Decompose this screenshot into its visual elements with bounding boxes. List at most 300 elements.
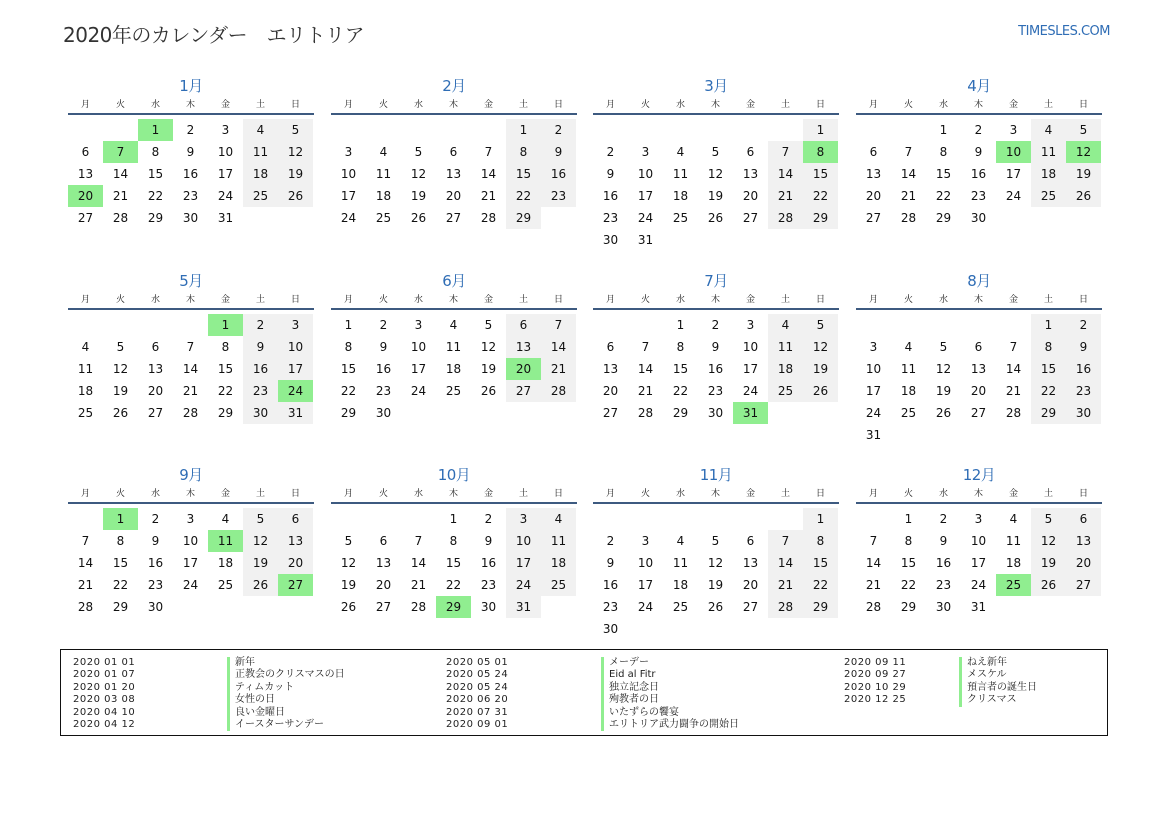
weekday-header — [593, 97, 839, 115]
month-block — [68, 270, 314, 424]
holiday-day-cell: 31 — [733, 402, 768, 424]
empty-day-cell — [593, 314, 628, 336]
weekday-label: 木 — [710, 100, 720, 110]
weekday-label: 水 — [675, 489, 685, 499]
day-cell: 18 — [541, 552, 576, 574]
empty-day-cell — [856, 314, 891, 336]
day-cell: 2 — [1066, 314, 1101, 336]
weekday-label: 金 — [483, 100, 493, 110]
weekday-header — [68, 486, 314, 504]
day-cell: 8 — [221, 340, 230, 354]
day-cell: 12 — [935, 362, 952, 376]
day-cell: 17 — [1005, 167, 1022, 181]
day-cell: 10 — [217, 145, 234, 159]
weekday-label: 月 — [343, 100, 353, 110]
day-cell: 11 — [541, 530, 576, 552]
month-block — [593, 75, 839, 251]
day-cell: 21 — [541, 358, 576, 380]
holiday-day-cell: 7 — [103, 141, 138, 163]
day-cell: 13 — [147, 362, 164, 376]
day-cell: 26 — [935, 406, 952, 420]
empty-day-cell — [891, 314, 926, 336]
day-cell: 3 — [344, 145, 353, 159]
weekday-label: 金 — [1008, 100, 1018, 110]
day-cell: 26 — [340, 600, 357, 614]
day-cell: 20 — [865, 189, 882, 203]
day-cell: 28 — [768, 207, 803, 229]
day-cell: 15 — [935, 167, 952, 181]
day-cell: 8 — [116, 534, 125, 548]
day-cell: 17 — [637, 189, 654, 203]
empty-day-cell — [856, 119, 891, 141]
day-cell: 20 — [375, 578, 392, 592]
holiday-name: エリトリア武力闘争の開始日 — [601, 719, 739, 731]
day-cell: 16 — [541, 163, 576, 185]
month-name: 12月 — [962, 466, 996, 484]
weekday-label: 金 — [1008, 295, 1018, 305]
day-cell: 15 — [900, 556, 917, 570]
empty-day-cell — [628, 314, 663, 336]
weekday-label: 月 — [80, 295, 90, 305]
day-cell: 3 — [641, 145, 650, 159]
day-cell: 20 — [278, 552, 313, 574]
empty-day-cell — [926, 314, 961, 336]
day-cell: 2 — [606, 534, 615, 548]
day-cell: 2 — [186, 123, 195, 137]
weekday-label: 土 — [780, 295, 790, 305]
day-cell: 15 — [112, 556, 129, 570]
day-cell: 5 — [484, 318, 493, 332]
empty-day-cell — [628, 119, 663, 141]
day-cell: 18 — [672, 578, 689, 592]
weekday-label: 土 — [255, 295, 265, 305]
day-cell: 3 — [1009, 123, 1018, 137]
day-cell: 5 — [939, 340, 948, 354]
day-cell: 7 — [768, 530, 803, 552]
day-cell: 24 — [340, 211, 357, 225]
day-cell: 29 — [672, 406, 689, 420]
day-cell: 20 — [742, 578, 759, 592]
day-cell: 25 — [900, 406, 917, 420]
day-cell: 21 — [900, 189, 917, 203]
holiday-date: 2020 01 20 — [73, 681, 136, 693]
day-cell: 22 — [900, 578, 917, 592]
weekday-label: 日 — [553, 489, 563, 499]
day-cell: 6 — [1066, 508, 1101, 530]
day-cell: 30 — [147, 600, 164, 614]
day-cell: 13 — [602, 362, 619, 376]
day-cell: 2 — [541, 119, 576, 141]
day-cell: 27 — [77, 211, 94, 225]
day-cell: 15 — [445, 556, 462, 570]
day-grid — [856, 508, 1102, 618]
month-block — [856, 464, 1102, 618]
day-cell: 14 — [768, 163, 803, 185]
weekday-label: 木 — [185, 489, 195, 499]
holiday-date: 2020 07 31 — [446, 706, 509, 718]
day-cell: 14 — [900, 167, 917, 181]
day-cell: 4 — [676, 145, 685, 159]
day-cell: 7 — [768, 141, 803, 163]
day-cell: 3 — [221, 123, 230, 137]
weekday-label: 土 — [780, 100, 790, 110]
weekday-label: 水 — [938, 100, 948, 110]
weekday-label: 土 — [518, 489, 528, 499]
weekday-label: 月 — [868, 100, 878, 110]
day-cell: 27 — [506, 380, 541, 402]
day-cell: 15 — [217, 362, 234, 376]
day-cell: 11 — [1005, 534, 1022, 548]
day-cell: 14 — [77, 556, 94, 570]
day-cell: 23 — [147, 578, 164, 592]
day-cell: 28 — [182, 406, 199, 420]
weekday-label: 月 — [80, 489, 90, 499]
holiday-day-cell: 12 — [1066, 141, 1101, 163]
day-cell: 3 — [641, 534, 650, 548]
day-cell: 22 — [340, 384, 357, 398]
day-cell: 23 — [970, 189, 987, 203]
weekday-header — [856, 97, 1102, 115]
day-cell: 25 — [672, 211, 689, 225]
holiday-name: 独立記念日 — [601, 682, 659, 694]
weekday-label: 月 — [80, 100, 90, 110]
day-cell: 16 — [147, 556, 164, 570]
weekday-label: 月 — [605, 295, 615, 305]
day-cell: 4 — [676, 534, 685, 548]
day-cell: 3 — [746, 318, 755, 332]
empty-day-cell — [103, 119, 138, 141]
weekday-label: 土 — [255, 100, 265, 110]
day-cell: 15 — [1031, 358, 1066, 380]
weekday-label: 水 — [675, 295, 685, 305]
day-cell: 29 — [803, 207, 838, 229]
day-cell: 24 — [970, 578, 987, 592]
holiday-name: Eid al Fitr — [601, 669, 656, 681]
weekday-label: 木 — [185, 100, 195, 110]
holiday-day-cell: 11 — [208, 530, 243, 552]
day-cell: 21 — [637, 384, 654, 398]
day-cell: 11 — [900, 362, 917, 376]
day-cell: 23 — [935, 578, 952, 592]
weekday-label: 月 — [605, 100, 615, 110]
day-cell: 7 — [484, 145, 493, 159]
day-cell: 13 — [742, 167, 759, 181]
day-cell: 22 — [147, 189, 164, 203]
day-cell: 12 — [707, 556, 724, 570]
weekday-label: 日 — [815, 100, 825, 110]
weekday-label: 月 — [343, 489, 353, 499]
weekday-label: 木 — [448, 100, 458, 110]
empty-day-cell — [68, 119, 103, 141]
weekday-label: 火 — [378, 100, 388, 110]
holiday-date: 2020 09 01 — [446, 719, 509, 730]
empty-day-cell — [366, 119, 401, 141]
weekday-header — [331, 486, 577, 504]
holiday-name: イースターサンデー — [227, 719, 324, 731]
day-cell: 24 — [410, 384, 427, 398]
weekday-label: 土 — [780, 489, 790, 499]
month-name: 9月 — [179, 466, 203, 484]
holiday-date: 2020 01 01 — [73, 657, 136, 668]
day-cell: 5 — [1066, 119, 1101, 141]
day-cell: 19 — [112, 384, 129, 398]
day-cell: 30 — [970, 211, 987, 225]
day-cell: 5 — [711, 145, 720, 159]
day-cell: 22 — [935, 189, 952, 203]
day-cell: 21 — [768, 574, 803, 596]
month-block — [593, 464, 839, 640]
empty-day-cell — [593, 508, 628, 530]
day-cell: 15 — [147, 167, 164, 181]
empty-day-cell — [768, 119, 803, 141]
day-cell: 1 — [939, 123, 948, 137]
weekday-label: 土 — [255, 489, 265, 499]
day-cell: 18 — [375, 189, 392, 203]
day-cell: 1 — [676, 318, 685, 332]
day-cell: 16 — [602, 189, 619, 203]
day-cell: 3 — [186, 512, 195, 526]
day-cell: 30 — [480, 600, 497, 614]
day-cell: 17 — [637, 578, 654, 592]
day-cell: 18 — [77, 384, 94, 398]
day-cell: 5 — [414, 145, 423, 159]
day-cell: 10 — [637, 167, 654, 181]
weekday-label: 日 — [1078, 295, 1088, 305]
day-cell: 24 — [1005, 189, 1022, 203]
day-cell: 19 — [480, 362, 497, 376]
day-cell: 9 — [151, 534, 160, 548]
month-name: 11月 — [699, 466, 733, 484]
month-block — [331, 464, 577, 618]
empty-day-cell — [733, 119, 768, 141]
day-cell: 10 — [865, 362, 882, 376]
day-cell: 16 — [970, 167, 987, 181]
day-cell: 12 — [278, 141, 313, 163]
day-cell: 17 — [340, 189, 357, 203]
holiday-date: 2020 05 24 — [446, 681, 509, 693]
day-grid — [331, 119, 577, 229]
day-cell: 4 — [81, 340, 90, 354]
day-cell: 10 — [506, 530, 541, 552]
day-cell: 11 — [672, 556, 689, 570]
day-cell: 6 — [449, 145, 458, 159]
day-cell: 10 — [410, 340, 427, 354]
holiday-day-cell: 10 — [996, 141, 1031, 163]
month-block — [331, 75, 577, 229]
holiday-day-cell: 1 — [208, 314, 243, 336]
day-cell: 26 — [1031, 574, 1066, 596]
day-cell: 8 — [1031, 336, 1066, 358]
day-cell: 10 — [742, 340, 759, 354]
day-cell: 5 — [711, 534, 720, 548]
holiday-date: 2020 01 07 — [73, 669, 136, 681]
day-cell: 19 — [1031, 552, 1066, 574]
day-cell: 4 — [449, 318, 458, 332]
day-cell: 4 — [904, 340, 913, 354]
day-cell: 26 — [243, 574, 278, 596]
day-cell: 7 — [414, 534, 423, 548]
day-cell: 2 — [606, 145, 615, 159]
day-cell: 8 — [506, 141, 541, 163]
day-cell: 9 — [541, 141, 576, 163]
weekday-label: 火 — [903, 100, 913, 110]
day-cell: 16 — [375, 362, 392, 376]
day-cell: 21 — [480, 189, 497, 203]
day-cell: 7 — [904, 145, 913, 159]
day-cell: 24 — [742, 384, 759, 398]
day-cell: 19 — [410, 189, 427, 203]
day-cell: 18 — [1031, 163, 1066, 185]
day-cell: 10 — [278, 336, 313, 358]
day-cell: 9 — [484, 534, 493, 548]
day-cell: 11 — [77, 362, 94, 376]
day-cell: 16 — [1066, 358, 1101, 380]
month-name: 4月 — [967, 77, 991, 95]
day-cell: 7 — [869, 534, 878, 548]
day-grid — [856, 314, 1102, 446]
day-cell: 22 — [217, 384, 234, 398]
weekday-label: 火 — [115, 489, 125, 499]
day-cell: 30 — [243, 402, 278, 424]
holiday-day-cell: 20 — [506, 358, 541, 380]
day-cell: 3 — [278, 314, 313, 336]
day-cell: 1 — [803, 119, 838, 141]
holiday-name: メーデー — [601, 657, 649, 669]
day-cell: 20 — [742, 189, 759, 203]
holiday-name: 良い金曜日 — [227, 707, 285, 719]
weekday-header — [68, 292, 314, 310]
weekday-label: 日 — [290, 489, 300, 499]
weekday-label: 木 — [973, 489, 983, 499]
day-cell: 25 — [672, 600, 689, 614]
day-cell: 25 — [77, 406, 94, 420]
day-cell: 31 — [217, 211, 234, 225]
day-cell: 23 — [602, 600, 619, 614]
day-cell: 4 — [1009, 512, 1018, 526]
empty-day-cell — [401, 119, 436, 141]
day-cell: 6 — [606, 340, 615, 354]
weekday-label: 火 — [903, 295, 913, 305]
day-grid — [68, 508, 314, 618]
day-cell: 30 — [1066, 402, 1101, 424]
day-cell: 7 — [541, 314, 576, 336]
day-cell: 3 — [414, 318, 423, 332]
empty-day-cell — [331, 508, 366, 530]
weekday-label: 木 — [710, 295, 720, 305]
day-cell: 14 — [410, 556, 427, 570]
empty-day-cell — [663, 119, 698, 141]
day-cell: 23 — [1066, 380, 1101, 402]
day-cell: 25 — [243, 185, 278, 207]
day-cell: 18 — [672, 189, 689, 203]
day-cell: 21 — [410, 578, 427, 592]
day-cell: 21 — [1005, 384, 1022, 398]
holiday-day-cell: 20 — [68, 185, 103, 207]
day-cell: 21 — [77, 578, 94, 592]
weekday-label: 木 — [710, 489, 720, 499]
day-cell: 19 — [278, 163, 313, 185]
day-cell: 14 — [182, 362, 199, 376]
day-cell: 20 — [445, 189, 462, 203]
weekday-label: 木 — [973, 100, 983, 110]
day-cell: 24 — [637, 600, 654, 614]
day-cell: 21 — [865, 578, 882, 592]
month-name: 2月 — [442, 77, 466, 95]
empty-day-cell — [733, 508, 768, 530]
day-cell: 27 — [742, 600, 759, 614]
day-cell: 13 — [506, 336, 541, 358]
holiday-name: クリスマス — [959, 694, 1017, 706]
day-cell: 9 — [711, 340, 720, 354]
weekday-label: 火 — [640, 100, 650, 110]
site-name: TIMESLES.COM — [1018, 24, 1110, 39]
weekday-label: 土 — [518, 100, 528, 110]
day-cell: 25 — [768, 380, 803, 402]
day-cell: 3 — [506, 508, 541, 530]
weekday-label: 水 — [150, 489, 160, 499]
holiday-date: 2020 04 10 — [73, 706, 136, 718]
day-cell: 19 — [935, 384, 952, 398]
day-cell: 16 — [480, 556, 497, 570]
day-cell: 31 — [506, 596, 541, 618]
day-cell: 26 — [410, 211, 427, 225]
empty-day-cell — [698, 508, 733, 530]
day-cell: 7 — [1009, 340, 1018, 354]
weekday-label: 金 — [483, 295, 493, 305]
weekday-label: 金 — [1008, 489, 1018, 499]
day-cell: 27 — [970, 406, 987, 420]
day-cell: 8 — [676, 340, 685, 354]
day-cell: 3 — [869, 340, 878, 354]
day-cell: 14 — [1005, 362, 1022, 376]
weekday-label: 木 — [448, 489, 458, 499]
day-cell: 14 — [541, 336, 576, 358]
day-cell: 29 — [900, 600, 917, 614]
weekday-label: 月 — [868, 295, 878, 305]
month-block — [856, 75, 1102, 229]
holiday-day-cell: 24 — [278, 380, 313, 402]
day-cell: 18 — [1005, 556, 1022, 570]
weekday-label: 日 — [1078, 100, 1088, 110]
day-cell: 25 — [217, 578, 234, 592]
day-cell: 24 — [637, 211, 654, 225]
day-cell: 5 — [1031, 508, 1066, 530]
empty-day-cell — [103, 314, 138, 336]
day-cell: 10 — [637, 556, 654, 570]
weekday-label: 水 — [938, 489, 948, 499]
weekday-header — [331, 97, 577, 115]
day-cell: 8 — [151, 145, 160, 159]
day-cell: 12 — [480, 340, 497, 354]
day-cell: 14 — [865, 556, 882, 570]
day-cell: 5 — [243, 508, 278, 530]
empty-day-cell — [961, 314, 996, 336]
day-cell: 25 — [375, 211, 392, 225]
weekday-label: 金 — [745, 295, 755, 305]
day-cell: 26 — [803, 380, 838, 402]
day-cell: 16 — [243, 358, 278, 380]
day-cell: 2 — [243, 314, 278, 336]
weekday-header — [856, 292, 1102, 310]
holiday-day-cell: 27 — [278, 574, 313, 596]
day-cell: 30 — [602, 233, 619, 247]
day-cell: 26 — [480, 384, 497, 398]
weekday-label: 土 — [518, 295, 528, 305]
day-cell: 19 — [1066, 163, 1101, 185]
empty-day-cell — [401, 508, 436, 530]
day-cell: 16 — [707, 362, 724, 376]
holiday-name: 女性の日 — [227, 694, 275, 706]
